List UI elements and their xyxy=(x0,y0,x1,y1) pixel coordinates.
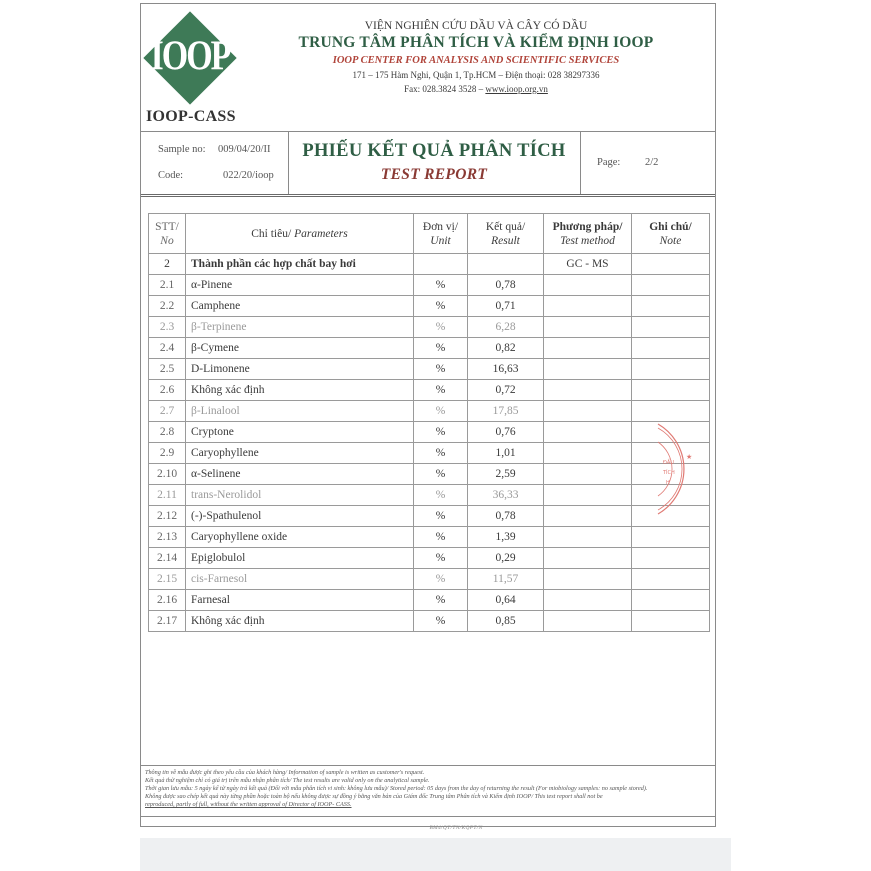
row-parameter: α-Selinene xyxy=(186,464,414,485)
row-unit: % xyxy=(414,527,468,548)
row-no: 2.10 xyxy=(149,464,186,485)
table-row xyxy=(149,275,710,296)
fax-website xyxy=(241,84,711,94)
row-result: 0,85 xyxy=(468,611,544,632)
row-result: 0,29 xyxy=(468,548,544,569)
row-note xyxy=(632,359,710,380)
row-method xyxy=(544,359,632,380)
sample-info xyxy=(141,131,289,194)
header-note: Ghi chú/ Note xyxy=(632,214,710,254)
title-band xyxy=(141,131,715,197)
row-no: 2.2 xyxy=(149,296,186,317)
row-method xyxy=(544,296,632,317)
row-parameter: α-Pinene xyxy=(186,275,414,296)
table-row xyxy=(149,380,710,401)
row-unit: % xyxy=(414,338,468,359)
logo-text: IOOP xyxy=(150,33,230,80)
row-note xyxy=(632,380,710,401)
row-note xyxy=(632,317,710,338)
report-title xyxy=(288,131,581,194)
table-row xyxy=(149,527,710,548)
row-parameter: trans-Nerolidol xyxy=(186,485,414,506)
test-report-page xyxy=(140,3,716,831)
svg-text:TÍCH: TÍCH xyxy=(663,470,675,476)
row-method xyxy=(544,401,632,422)
row-note xyxy=(632,569,710,590)
row-method xyxy=(544,443,632,464)
row-unit: % xyxy=(414,275,468,296)
center-name-en: IOOP CENTER FOR ANALYSIS AND SCIENTIFIC SERVICES xyxy=(332,55,620,66)
group-result xyxy=(468,254,544,275)
row-result: 0,78 xyxy=(468,506,544,527)
sample-no-label: Sample no: xyxy=(158,144,206,155)
svg-text:ĐẦU: ĐẦU xyxy=(663,460,674,466)
group-no: 2 xyxy=(149,254,186,275)
table-row xyxy=(149,485,710,506)
svg-text:H: H xyxy=(666,480,670,486)
table-row xyxy=(149,338,710,359)
row-note xyxy=(632,296,710,317)
report-title-vi: PHIẾU KẾT QUẢ PHÂN TÍCH xyxy=(302,141,566,161)
row-unit: % xyxy=(414,611,468,632)
row-parameter: Caryophyllene oxide xyxy=(186,527,414,548)
table-row xyxy=(149,464,710,485)
row-method xyxy=(544,464,632,485)
row-unit: % xyxy=(414,422,468,443)
row-parameter: Cryptone xyxy=(186,422,414,443)
row-method xyxy=(544,317,632,338)
row-parameter: β-Linalool xyxy=(186,401,414,422)
group-unit xyxy=(414,254,468,275)
table-row xyxy=(149,422,710,443)
row-result: 0,76 xyxy=(468,422,544,443)
table-row xyxy=(149,443,710,464)
page-info xyxy=(581,131,715,194)
table-row xyxy=(149,401,710,422)
row-no: 2.9 xyxy=(149,443,186,464)
row-method xyxy=(544,380,632,401)
header-parameters: Chỉ tiêu/ Parameters xyxy=(186,214,414,254)
institute-name: VIỆN NGHIÊN CỨU DẦU VÀ CÂY CÓ DẦU xyxy=(364,20,588,32)
organization-info xyxy=(241,20,711,94)
row-method xyxy=(544,569,632,590)
row-unit: % xyxy=(414,443,468,464)
row-unit: % xyxy=(414,359,468,380)
row-no: 2.7 xyxy=(149,401,186,422)
background-strip xyxy=(140,838,731,871)
row-parameter: cis-Farnesol xyxy=(186,569,414,590)
table-row xyxy=(149,569,710,590)
row-parameter: Caryophyllene xyxy=(186,443,414,464)
row-no: 2.14 xyxy=(149,548,186,569)
official-stamp xyxy=(646,414,706,524)
row-parameter: D-Limonene xyxy=(186,359,414,380)
row-unit: % xyxy=(414,317,468,338)
row-unit: % xyxy=(414,464,468,485)
row-result: 17,85 xyxy=(468,401,544,422)
group-note xyxy=(632,254,710,275)
website-link[interactable]: www.ioop.org.vn xyxy=(485,84,548,94)
address: 171 – 175 Hàm Nghi, Quận 1, Tp.HCM – Điện thoại: 028 38297336 xyxy=(352,70,600,80)
group-method: GC - MS xyxy=(544,254,632,275)
row-note xyxy=(632,275,710,296)
row-method xyxy=(544,548,632,569)
row-no: 2.13 xyxy=(149,527,186,548)
form-code: BM4/QT/TN/KQPT/N xyxy=(429,825,483,831)
table-row xyxy=(149,590,710,611)
row-result: 1,01 xyxy=(468,443,544,464)
row-method xyxy=(544,275,632,296)
row-parameter: β-Cymene xyxy=(186,338,414,359)
table-row xyxy=(149,359,710,380)
row-note xyxy=(632,611,710,632)
row-note xyxy=(632,338,710,359)
footer-line-2: Kết quả thử nghiệm chỉ có giá trị trên mẫu nhận phân tích/ The test results are valid only on the analytical sample. xyxy=(145,777,430,784)
row-unit: % xyxy=(414,296,468,317)
row-no: 2.6 xyxy=(149,380,186,401)
row-no: 2.16 xyxy=(149,590,186,611)
row-method xyxy=(544,590,632,611)
row-result: 0,72 xyxy=(468,380,544,401)
row-note xyxy=(632,548,710,569)
row-unit: % xyxy=(414,380,468,401)
table-row xyxy=(149,548,710,569)
center-name-vi: TRUNG TÂM PHÂN TÍCH VÀ KIỂM ĐỊNH IOOP xyxy=(298,34,654,51)
row-result: 2,59 xyxy=(468,464,544,485)
group-row xyxy=(149,254,710,275)
logo-caption: IOOP-CASS xyxy=(146,108,236,125)
table-row xyxy=(149,611,710,632)
row-parameter: β-Terpinene xyxy=(186,317,414,338)
row-result: 6,28 xyxy=(468,317,544,338)
header-method: Phương pháp/ Test method xyxy=(544,214,632,254)
group-parameter: Thành phần các hợp chất bay hơi xyxy=(186,254,414,275)
results-table xyxy=(148,213,710,632)
row-no: 2.12 xyxy=(149,506,186,527)
footer-line-5: reproduced, partly of full, without the written approval of Director of IOOP- CASS. xyxy=(145,801,352,808)
row-result: 1,39 xyxy=(468,527,544,548)
report-title-en: TEST REPORT xyxy=(380,166,488,183)
table-header-row xyxy=(149,214,710,254)
row-method xyxy=(544,611,632,632)
row-result: 0,71 xyxy=(468,296,544,317)
row-result: 16,63 xyxy=(468,359,544,380)
table-row xyxy=(149,317,710,338)
row-unit: % xyxy=(414,506,468,527)
row-no: 2.3 xyxy=(149,317,186,338)
fax: Fax: 028.3824 3528 – xyxy=(404,84,486,94)
row-parameter: Camphene xyxy=(186,296,414,317)
page-label: Page: xyxy=(597,157,621,168)
row-result: 0,78 xyxy=(468,275,544,296)
page-value: 2/2 xyxy=(645,157,659,168)
letterhead xyxy=(141,4,715,132)
row-result: 36,33 xyxy=(468,485,544,506)
row-result: 0,64 xyxy=(468,590,544,611)
row-parameter: Không xác định xyxy=(186,380,414,401)
footer-line-3: Thời gian lưu mẫu: 5 ngày kể từ ngày trả kết quả (Đối với mẫu phân tích vi sinh: không lưu mẫu)/ Stored period: 05 days from the day of returning the result (For miobiology samples: no sample stored). xyxy=(145,785,648,792)
row-method xyxy=(544,422,632,443)
row-note xyxy=(632,527,710,548)
row-unit: % xyxy=(414,548,468,569)
row-method xyxy=(544,485,632,506)
row-method xyxy=(544,338,632,359)
row-no: 2.11 xyxy=(149,485,186,506)
header-no: STT/ No xyxy=(149,214,186,254)
code-label: Code: xyxy=(158,170,184,181)
footer-line-1: Thông tin về mẫu được ghi theo yêu cầu của khách hàng/ Information of sample is written as customer's request. xyxy=(145,769,425,776)
row-no: 2.15 xyxy=(149,569,186,590)
row-parameter: Farnesal xyxy=(186,590,414,611)
row-method xyxy=(544,527,632,548)
ioop-logo xyxy=(144,12,236,104)
footer-notes xyxy=(141,765,715,817)
footer-line-4: Không được sao chép kết quả này từng phần hoặc toàn bộ nếu không được sự đồng ý bằng văn bản của Giám đốc Trung tâm Phân tích và Kiểm định IOOP/ This test report shall not be xyxy=(145,793,603,800)
row-result: 0,82 xyxy=(468,338,544,359)
row-no: 2.8 xyxy=(149,422,186,443)
row-note xyxy=(632,590,710,611)
row-unit: % xyxy=(414,485,468,506)
code-value: 022/20/ioop xyxy=(223,170,274,181)
sample-no-value: 009/04/20/II xyxy=(218,144,271,155)
row-no: 2.4 xyxy=(149,338,186,359)
row-parameter: Epiglobulol xyxy=(186,548,414,569)
row-unit: % xyxy=(414,401,468,422)
header-result: Kết quả/ Result xyxy=(468,214,544,254)
row-parameter: Không xác định xyxy=(186,611,414,632)
table-row xyxy=(149,506,710,527)
row-method xyxy=(544,506,632,527)
row-no: 2.17 xyxy=(149,611,186,632)
row-no: 2.5 xyxy=(149,359,186,380)
row-result: 11,57 xyxy=(468,569,544,590)
stamp-star-icon: ★ xyxy=(686,453,693,461)
row-unit: % xyxy=(414,590,468,611)
header-unit: Đơn vị/ Unit xyxy=(414,214,468,254)
row-unit: % xyxy=(414,569,468,590)
row-no: 2.1 xyxy=(149,275,186,296)
row-parameter: (-)-Spathulenol xyxy=(186,506,414,527)
table-row xyxy=(149,296,710,317)
